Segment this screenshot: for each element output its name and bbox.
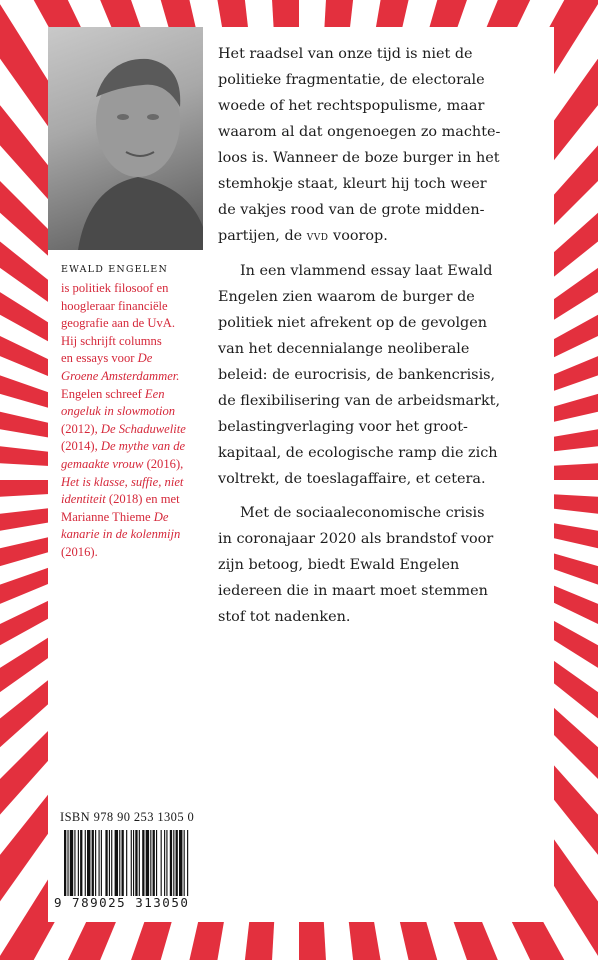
bio-text: (2012), — [61, 421, 101, 436]
blurb-text-segment: de vakjes rood van de grote midden- — [218, 202, 485, 218]
bio-title-text: identiteit — [61, 492, 106, 507]
barcode-bar — [176, 830, 178, 896]
blurb-line — [218, 578, 548, 604]
blurb-text-segment: Het raadsel van onze tijd is niet de — [218, 46, 473, 62]
barcode-bar — [173, 830, 174, 896]
bio-line — [61, 368, 203, 386]
blurb-paragraph — [218, 500, 548, 630]
blurb-text-segment: belastingverlaging voor het groot- — [218, 419, 468, 435]
barcode-bar — [146, 830, 149, 896]
barcode-bar — [126, 830, 127, 896]
blurb-text-segment: iedereen die in maart moet stemmen — [218, 583, 488, 599]
bio-line — [61, 280, 203, 298]
blurb-line — [218, 41, 548, 67]
blurb-line — [218, 388, 548, 414]
barcode-bar — [119, 830, 120, 896]
barcode-bar — [111, 830, 112, 896]
bio-title-text: ongeluk in slowmotion — [61, 404, 176, 419]
blurb-line — [218, 552, 548, 578]
blurb-line — [218, 526, 548, 552]
barcode-bar — [131, 830, 132, 896]
bio-title-text: Groene Amsterdammer. — [61, 368, 180, 383]
bio-line — [61, 509, 203, 527]
blurb-text-segment: zijn betoog, biedt Ewald Engelen — [218, 557, 460, 573]
blurb-line — [218, 336, 548, 362]
blurb-line — [218, 466, 548, 492]
blurb-text-segment: Met de sociaaleconomische crisis — [240, 505, 485, 521]
blurb-text-segment: Engelen zien waarom de burger de — [218, 289, 475, 305]
bio-text: Engelen schreef — [61, 386, 145, 401]
bio-text: (2016). — [61, 544, 98, 559]
bio-title-text: gemaakte vrouw — [61, 456, 144, 471]
blurb-text-segment: loos is. Wanneer de boze burger in het — [218, 150, 500, 166]
barcode-bar — [67, 830, 68, 896]
author-name: EWALD ENGELEN — [61, 264, 168, 275]
blurb-line — [218, 500, 548, 526]
barcode-bar — [87, 830, 90, 896]
bio-title-text: kanarie in de kolenmijn — [61, 527, 181, 542]
blurb-text-segment: beleid: de eurocrisis, de bankencrisis, — [218, 367, 496, 383]
bio-line — [61, 544, 203, 562]
barcode-bar — [70, 830, 73, 896]
bio-line — [61, 350, 203, 368]
blurb-line — [218, 362, 548, 388]
blurb-text-segment: woede of het rechtspopulisme, maar — [218, 98, 485, 114]
blurb-line — [218, 604, 548, 630]
barcode-bar — [153, 830, 155, 896]
blurb-line — [218, 414, 548, 440]
barcode-bar — [85, 830, 86, 896]
blurb-line — [218, 145, 548, 171]
barcode-bar — [99, 830, 100, 896]
blurb-text-segment: de flexibilisering van de arbeidsmarkt, — [218, 393, 501, 409]
blurb-text-segment: in coronajaar 2020 als brandstof voor — [218, 531, 494, 547]
barcode-bar — [95, 830, 96, 896]
barcode — [62, 830, 232, 898]
bio-text: (2014), — [61, 439, 101, 454]
bio-line — [61, 315, 203, 333]
blurb-line — [218, 119, 548, 145]
isbn-label: ISBN 978 90 253 1305 0 — [60, 810, 195, 824]
bio-title-text: Een — [144, 386, 165, 401]
bio-line — [61, 403, 203, 421]
bio-text: (2016), — [143, 456, 184, 471]
bio-text: (2018) en met — [105, 492, 180, 507]
bio-line — [61, 526, 203, 544]
blurb-line — [218, 197, 548, 223]
barcode-bar — [164, 830, 165, 896]
barcode-bar — [64, 830, 66, 896]
barcode-bar — [133, 830, 134, 896]
bio-line — [61, 386, 203, 404]
bio-line — [61, 438, 203, 456]
bio-text: is politiek filosoof en — [61, 281, 169, 295]
bio-line — [61, 491, 203, 509]
barcode-bar — [105, 830, 107, 896]
barcode-bar — [150, 830, 151, 896]
barcode-bar — [161, 830, 162, 896]
blurb-text-segment: partijen, de — [218, 228, 307, 244]
blurb-line — [218, 310, 548, 336]
blurb-line — [218, 284, 548, 310]
bio-text: geografie aan de UvA. — [61, 316, 175, 331]
blurb-text-segment: voorop. — [328, 228, 388, 244]
barcode-bar — [179, 830, 182, 896]
blurb-text-segment: politieke fragmentatie, de electorale — [218, 72, 485, 88]
author-photo — [48, 27, 203, 250]
barcode-bar — [142, 830, 144, 896]
barcode-bar — [122, 830, 124, 896]
blurb-line — [218, 258, 548, 284]
blurb-paragraph — [218, 258, 548, 492]
bio-text: en essays voor — [61, 351, 138, 366]
barcode-bar — [78, 830, 79, 896]
barcode-bar — [184, 830, 185, 896]
bio-text: Hij schrijft columns — [61, 333, 162, 348]
bio-line — [61, 298, 203, 316]
barcode-bar — [187, 830, 188, 896]
barcode-bar — [74, 830, 75, 896]
blurb-text-segment: In een vlammend essay laat Ewald — [240, 263, 493, 279]
blurb-line — [218, 67, 548, 93]
barcode-bar — [101, 830, 102, 896]
bio-line — [61, 421, 203, 439]
bio-title-text: De mythe van de — [100, 439, 186, 454]
blurb-text-segment: stof tot nadenken. — [218, 609, 351, 625]
author-bio — [61, 280, 203, 562]
blurb-text-segment: politiek niet afrekent op de gevolgen — [218, 315, 488, 331]
blurb-paragraph — [218, 41, 548, 250]
blurb-text-segment: stemhokje staat, kleurt hij toch weer — [218, 176, 487, 192]
barcode-bar — [115, 830, 118, 896]
blurb-line — [218, 93, 548, 119]
barcode-bar — [135, 830, 137, 896]
barcode-bar — [80, 830, 82, 896]
bio-text: Marianne Thieme — [61, 509, 154, 524]
bio-title-text: De — [137, 351, 153, 366]
barcode-bar — [156, 830, 157, 896]
barcode-bar — [170, 830, 172, 896]
barcode-digits: 9 789025 313050 — [54, 895, 190, 910]
blurb-text-segment: kapitaal, de ecologische ramp die zich — [218, 445, 498, 461]
blurb-line — [218, 171, 548, 197]
bio-line — [61, 333, 203, 351]
blurb-text-segment: voltrekt, de toeslagaffaire, et cetera. — [218, 471, 486, 487]
blurb-text — [218, 41, 548, 638]
barcode-bar — [109, 830, 110, 896]
blurb-text-segment: waarom al dat ongenoegen zo machte- — [218, 124, 501, 140]
bio-line — [61, 474, 203, 492]
barcode-bar — [92, 830, 94, 896]
blurb-line — [218, 440, 548, 466]
party-abbreviation: vvd — [306, 229, 329, 244]
barcode-bar — [166, 830, 167, 896]
blurb-text-segment: van het decennialange neoliberale — [218, 341, 470, 357]
bio-title-text: De — [153, 509, 169, 524]
bio-line — [61, 456, 203, 474]
blurb-line — [218, 223, 548, 250]
back-cover-panel — [48, 27, 554, 922]
barcode-bar — [139, 830, 140, 896]
bio-title-text: De Schaduwelite — [100, 421, 186, 436]
bio-title-text: Het is klasse, suffie, niet — [61, 474, 184, 489]
bio-text: hoogleraar financiële — [61, 298, 168, 313]
